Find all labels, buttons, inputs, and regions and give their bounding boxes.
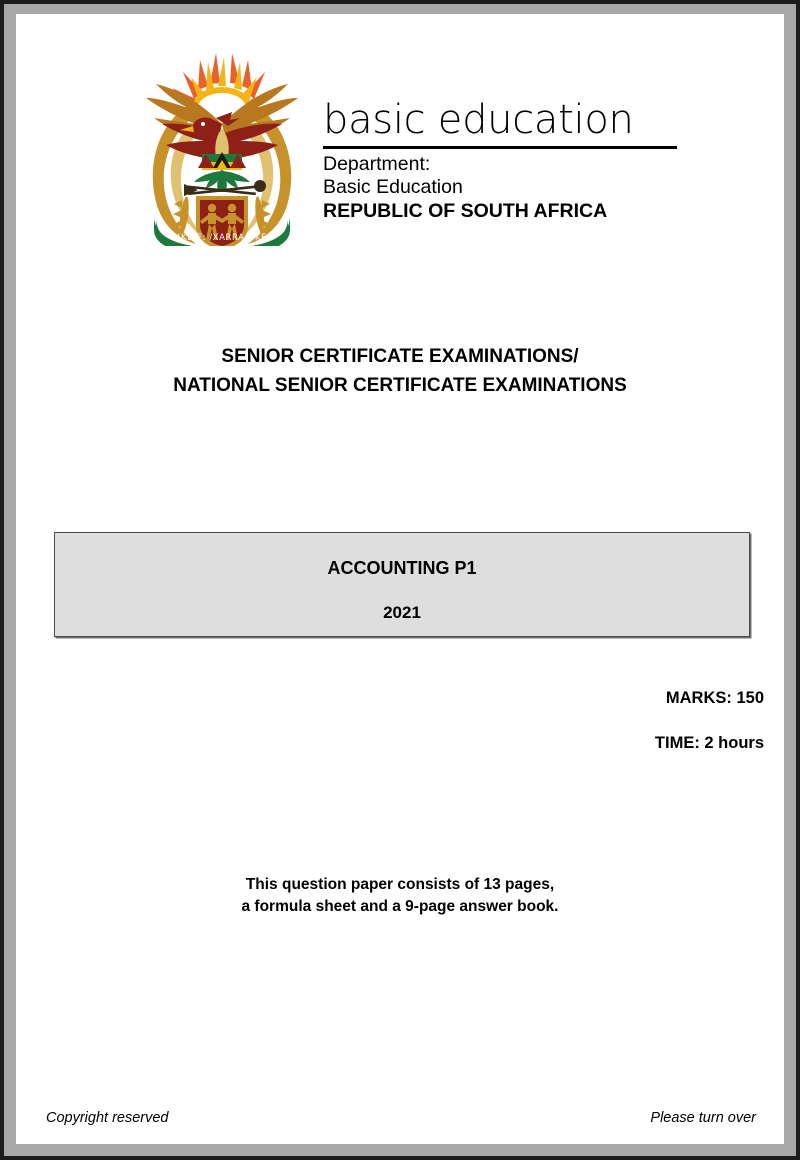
subject-year: 2021 — [383, 603, 421, 622]
letterhead — [136, 50, 696, 250]
page-footer — [46, 1110, 756, 1132]
subject-box — [54, 532, 750, 637]
exam-title-line-1: SENIOR CERTIFICATE EXAMINATIONS/ — [221, 346, 579, 367]
logo-department-label: Department: — [323, 153, 431, 175]
page-count-note-line-2: a formula sheet and a 9-page answer book. — [241, 898, 559, 915]
exam-title-line-2: NATIONAL SENIOR CERTIFICATE EXAMINATIONS — [173, 375, 627, 396]
logo-wordmark: basic education — [323, 97, 634, 143]
logo-department-name: Basic Education — [323, 176, 463, 198]
footer-copyright: Copyright reserved — [46, 1110, 169, 1126]
subject-name: ACCOUNTING P1 — [327, 558, 477, 578]
page-count-note-line-1: This question paper consists of 13 pages, — [245, 876, 555, 893]
exam-cover-page — [16, 14, 784, 1144]
logo-country: REPUBLIC OF SOUTH AFRICA — [323, 200, 608, 222]
crest-protea-motif — [198, 152, 246, 170]
logo-text-block — [323, 97, 683, 223]
exam-meta — [284, 688, 764, 753]
crest-motto-text: !KE E: /XARRA //KE — [177, 233, 267, 243]
page-count-note — [16, 874, 784, 918]
exam-time: TIME: 2 hours — [654, 734, 764, 752]
south-african-coat-of-arms-icon — [136, 50, 308, 246]
exam-title — [16, 342, 784, 400]
logo-divider-rule — [323, 146, 677, 149]
crest-bird-eye — [201, 122, 205, 126]
footer-turn-over: Please turn over — [650, 1110, 756, 1126]
exam-marks: MARKS: 150 — [665, 689, 764, 707]
